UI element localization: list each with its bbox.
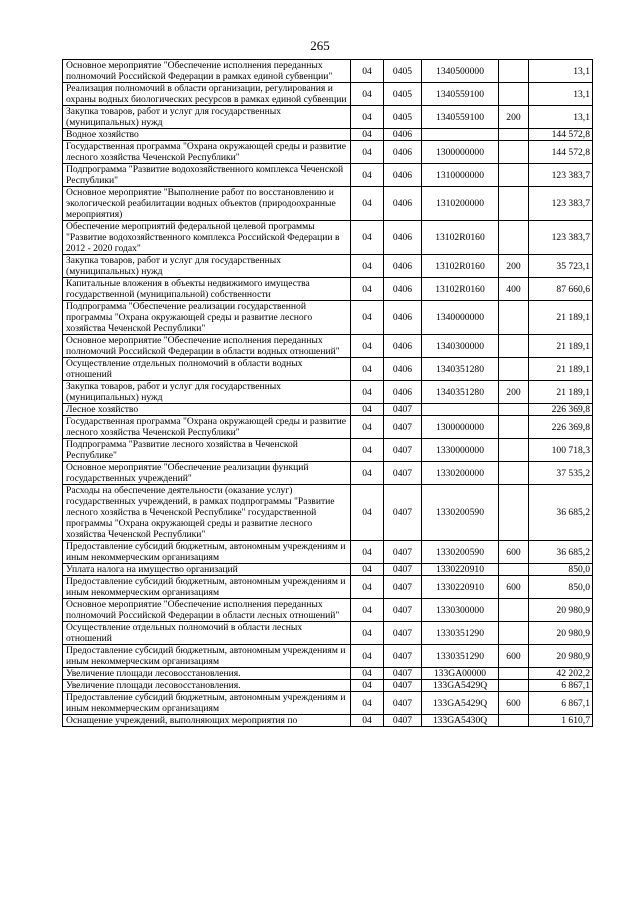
row-target-item: 1330351290 <box>422 622 499 645</box>
row-target-item: 1340351280 <box>422 381 499 404</box>
row-section: 04 <box>351 622 384 645</box>
row-subsection: 0406 <box>384 301 422 335</box>
row-amount: 144 572,8 <box>529 129 593 141</box>
row-amount: 35 723,1 <box>529 255 593 278</box>
row-subsection: 0407 <box>384 645 422 668</box>
row-section: 04 <box>351 301 384 335</box>
row-subsection: 0407 <box>384 462 422 485</box>
row-section: 04 <box>351 541 384 564</box>
row-amount: 20 980,9 <box>529 622 593 645</box>
row-expense-type <box>499 599 529 622</box>
row-amount: 13,1 <box>529 106 593 129</box>
row-amount: 87 660,6 <box>529 278 593 301</box>
row-amount: 13,1 <box>529 83 593 106</box>
row-section: 04 <box>351 645 384 668</box>
row-name: Увеличение площади лесовосстановления. <box>63 680 351 692</box>
row-target-item: 1340559100 <box>422 106 499 129</box>
table-row <box>63 129 593 141</box>
row-target-item: 133GA5429Q <box>422 680 499 692</box>
row-name: Подпрограмма "Развитие лесного хозяйства в Чеченской Республике" <box>63 439 351 462</box>
row-name: Лесное хозяйство <box>63 404 351 416</box>
row-target-item: 1340351280 <box>422 358 499 381</box>
row-amount: 144 572,8 <box>529 141 593 164</box>
row-section: 04 <box>351 221 384 255</box>
row-section: 04 <box>351 404 384 416</box>
row-name: Предоставление субсидий бюджетным, автономным учреждениям и иным некоммерческим организациям <box>63 692 351 715</box>
row-section: 04 <box>351 416 384 439</box>
row-section: 04 <box>351 255 384 278</box>
row-target-item: 1340300000 <box>422 335 499 358</box>
row-target-item: 1300000000 <box>422 416 499 439</box>
row-name: Предоставление субсидий бюджетным, автономным учреждениям и иным некоммерческим организациям <box>63 541 351 564</box>
row-expense-type <box>499 83 529 106</box>
row-amount: 21 189,1 <box>529 301 593 335</box>
row-expense-type: 600 <box>499 576 529 599</box>
table-row <box>63 255 593 278</box>
row-name: Основное мероприятие "Обеспечение исполнения переданных полномочий Российской Федерации в области лесных отношений" <box>63 599 351 622</box>
row-subsection: 0407 <box>384 564 422 576</box>
row-amount: 20 980,9 <box>529 599 593 622</box>
row-subsection: 0407 <box>384 692 422 715</box>
table-row <box>63 462 593 485</box>
table-row <box>63 564 593 576</box>
table-row <box>63 680 593 692</box>
row-target-item: 1340000000 <box>422 301 499 335</box>
row-expense-type <box>499 416 529 439</box>
row-section: 04 <box>351 187 384 221</box>
row-subsection: 0406 <box>384 187 422 221</box>
row-section: 04 <box>351 83 384 106</box>
row-target-item: 133GA5430Q <box>422 715 499 727</box>
row-amount: 42 202,2 <box>529 668 593 680</box>
row-expense-type <box>499 335 529 358</box>
row-amount: 850,0 <box>529 564 593 576</box>
table-row <box>63 416 593 439</box>
row-subsection: 0407 <box>384 680 422 692</box>
row-subsection: 0407 <box>384 485 422 541</box>
row-subsection: 0407 <box>384 439 422 462</box>
row-target-item: 1340500000 <box>422 60 499 83</box>
row-name: Уплата налога на имущество организаций <box>63 564 351 576</box>
row-name: Основное мероприятие "Обеспечение реализации функций государственных учреждений" <box>63 462 351 485</box>
row-target-item: 1330351290 <box>422 645 499 668</box>
table-row <box>63 645 593 668</box>
row-name: Оснащение учреждений, выполняющих мероприятия по <box>63 715 351 727</box>
row-expense-type <box>499 622 529 645</box>
table-row <box>63 221 593 255</box>
row-name: Государственная программа "Охрана окружающей среды и развитие лесного хозяйства Чеченской Республики" <box>63 141 351 164</box>
row-subsection: 0405 <box>384 83 422 106</box>
row-subsection: 0407 <box>384 668 422 680</box>
table-row <box>63 485 593 541</box>
row-subsection: 0407 <box>384 576 422 599</box>
row-expense-type <box>499 564 529 576</box>
row-section: 04 <box>351 485 384 541</box>
table-row <box>63 541 593 564</box>
row-name: Водное хозяйство <box>63 129 351 141</box>
row-expense-type: 200 <box>499 255 529 278</box>
table-row <box>63 668 593 680</box>
row-target-item: 13102R0160 <box>422 221 499 255</box>
row-expense-type <box>499 680 529 692</box>
row-amount: 36 685,2 <box>529 541 593 564</box>
row-name: Государственная программа "Охрана окружающей среды и развитие лесного хозяйства Чеченской Республики" <box>63 416 351 439</box>
row-subsection: 0405 <box>384 106 422 129</box>
row-name: Подпрограмма "Развитие водохозяйственного комплекса Чеченской Республики" <box>63 164 351 187</box>
row-section: 04 <box>351 439 384 462</box>
row-expense-type <box>499 187 529 221</box>
row-target-item: 1340559100 <box>422 83 499 106</box>
row-expense-type <box>499 60 529 83</box>
row-section: 04 <box>351 576 384 599</box>
row-expense-type <box>499 358 529 381</box>
row-name: Обеспечение мероприятий федеральной целевой программы "Развитие водохозяйственного комплекса Российской Федерации в 2012 - 2020 годах" <box>63 221 351 255</box>
row-expense-type <box>499 164 529 187</box>
row-expense-type: 400 <box>499 278 529 301</box>
row-amount: 21 189,1 <box>529 358 593 381</box>
row-name: Увеличение площади лесовосстановления. <box>63 668 351 680</box>
row-target-item <box>422 129 499 141</box>
row-expense-type: 200 <box>499 106 529 129</box>
row-name: Осуществление отдельных полномочий в области водных отношений <box>63 358 351 381</box>
row-subsection: 0406 <box>384 141 422 164</box>
table-row <box>63 576 593 599</box>
row-section: 04 <box>351 106 384 129</box>
row-amount: 21 189,1 <box>529 381 593 404</box>
row-name: Осуществление отдельных полномочий в области лесных отношений <box>63 622 351 645</box>
row-subsection: 0407 <box>384 404 422 416</box>
row-subsection: 0406 <box>384 358 422 381</box>
row-section: 04 <box>351 668 384 680</box>
row-target-item: 1330200590 <box>422 485 499 541</box>
row-expense-type <box>499 301 529 335</box>
row-expense-type <box>499 668 529 680</box>
table-row <box>63 301 593 335</box>
row-expense-type <box>499 715 529 727</box>
row-target-item: 1330220910 <box>422 564 499 576</box>
row-expense-type <box>499 462 529 485</box>
row-subsection: 0407 <box>384 599 422 622</box>
row-section: 04 <box>351 599 384 622</box>
row-name: Расходы на обеспечение деятельности (оказание услуг) государственных учреждений, в рамках подпрограммы "Развитие лесного хозяйства в Чеченской Республике" государственной программы "Охрана окружающей среды и развитие лесного хозяйства Чеченской Республики" <box>63 485 351 541</box>
table-row <box>63 83 593 106</box>
table-row <box>63 439 593 462</box>
row-subsection: 0407 <box>384 622 422 645</box>
row-expense-type <box>499 439 529 462</box>
row-amount: 123 383,7 <box>529 164 593 187</box>
row-name: Основное мероприятие "Обеспечение исполнения переданных полномочий Российской Федерации в рамках единой субвенции" <box>63 60 351 83</box>
row-target-item: 13102R0160 <box>422 255 499 278</box>
table-row <box>63 164 593 187</box>
row-amount: 226 369,8 <box>529 404 593 416</box>
row-target-item: 1300000000 <box>422 141 499 164</box>
row-amount: 6 867,1 <box>529 680 593 692</box>
row-amount: 100 718,3 <box>529 439 593 462</box>
row-subsection: 0407 <box>384 715 422 727</box>
table-row <box>63 60 593 83</box>
table-row <box>63 715 593 727</box>
row-name: Капитальные вложения в объекты недвижимого имущества государственной (муниципальной) собственности <box>63 278 351 301</box>
row-section: 04 <box>351 715 384 727</box>
table-row <box>63 335 593 358</box>
row-section: 04 <box>351 381 384 404</box>
row-section: 04 <box>351 680 384 692</box>
row-section: 04 <box>351 164 384 187</box>
row-section: 04 <box>351 60 384 83</box>
row-section: 04 <box>351 278 384 301</box>
table-row <box>63 106 593 129</box>
row-expense-type <box>499 141 529 164</box>
row-name: Основное мероприятие "Обеспечение исполнения переданных полномочий Российской Федерации в области водных отношений" <box>63 335 351 358</box>
table-row <box>63 622 593 645</box>
table-row <box>63 381 593 404</box>
row-amount: 21 189,1 <box>529 335 593 358</box>
row-amount: 1 610,7 <box>529 715 593 727</box>
row-amount: 20 980,9 <box>529 645 593 668</box>
row-amount: 123 383,7 <box>529 221 593 255</box>
row-expense-type <box>499 485 529 541</box>
row-section: 04 <box>351 358 384 381</box>
row-amount: 6 867,1 <box>529 692 593 715</box>
row-section: 04 <box>351 129 384 141</box>
row-target-item: 1330220910 <box>422 576 499 599</box>
row-expense-type <box>499 404 529 416</box>
row-expense-type: 600 <box>499 541 529 564</box>
table-row <box>63 278 593 301</box>
row-target-item: 1330200000 <box>422 462 499 485</box>
row-amount: 37 535,2 <box>529 462 593 485</box>
row-target-item: 133GA5429Q <box>422 692 499 715</box>
row-subsection: 0406 <box>384 129 422 141</box>
row-subsection: 0406 <box>384 381 422 404</box>
table-row <box>63 141 593 164</box>
row-target-item: 1310200000 <box>422 187 499 221</box>
row-name: Предоставление субсидий бюджетным, автономным учреждениям и иным некоммерческим организациям <box>63 645 351 668</box>
table-row <box>63 358 593 381</box>
row-subsection: 0405 <box>384 60 422 83</box>
row-target-item <box>422 404 499 416</box>
table-row <box>63 404 593 416</box>
table-row <box>63 187 593 221</box>
row-target-item: 1310000000 <box>422 164 499 187</box>
row-section: 04 <box>351 692 384 715</box>
row-target-item: 1330000000 <box>422 439 499 462</box>
row-target-item: 1330300000 <box>422 599 499 622</box>
row-name: Закупка товаров, работ и услуг для государственных (муниципальных) нужд <box>63 106 351 129</box>
row-expense-type: 200 <box>499 381 529 404</box>
row-amount: 123 383,7 <box>529 187 593 221</box>
table-row <box>63 599 593 622</box>
row-amount: 36 685,2 <box>529 485 593 541</box>
row-target-item: 1330200590 <box>422 541 499 564</box>
row-section: 04 <box>351 141 384 164</box>
row-subsection: 0406 <box>384 278 422 301</box>
row-section: 04 <box>351 335 384 358</box>
page-number: 265 <box>310 38 330 53</box>
row-expense-type <box>499 221 529 255</box>
row-target-item: 13102R0160 <box>422 278 499 301</box>
row-name: Подпрограмма "Обеспечение реализации государственной программы "Охрана окружающей среды и развитие лесного хозяйства Чеченской Республики" <box>63 301 351 335</box>
row-name: Предоставление субсидий бюджетным, автономным учреждениям и иным некоммерческим организациям <box>63 576 351 599</box>
row-name: Реализация полномочий в области организации, регулирования и охраны водных биологических ресурсов в рамках единой субвенции <box>63 83 351 106</box>
row-amount: 850,0 <box>529 576 593 599</box>
row-subsection: 0407 <box>384 416 422 439</box>
row-subsection: 0406 <box>384 335 422 358</box>
row-amount: 13,1 <box>529 60 593 83</box>
row-expense-type: 600 <box>499 645 529 668</box>
row-subsection: 0407 <box>384 541 422 564</box>
budget-table <box>62 59 593 727</box>
row-target-item: 133GA00000 <box>422 668 499 680</box>
row-expense-type <box>499 129 529 141</box>
row-name: Закупка товаров, работ и услуг для государственных (муниципальных) нужд <box>63 255 351 278</box>
row-name: Основное мероприятие "Выполнение работ по восстановлению и экологической реабилитации водных объектов (природоохранные мероприятия) <box>63 187 351 221</box>
row-section: 04 <box>351 462 384 485</box>
row-subsection: 0406 <box>384 164 422 187</box>
table-row <box>63 692 593 715</box>
row-subsection: 0406 <box>384 255 422 278</box>
row-subsection: 0406 <box>384 221 422 255</box>
row-amount: 226 369,8 <box>529 416 593 439</box>
row-section: 04 <box>351 564 384 576</box>
row-expense-type: 600 <box>499 692 529 715</box>
row-name: Закупка товаров, работ и услуг для государственных (муниципальных) нужд <box>63 381 351 404</box>
